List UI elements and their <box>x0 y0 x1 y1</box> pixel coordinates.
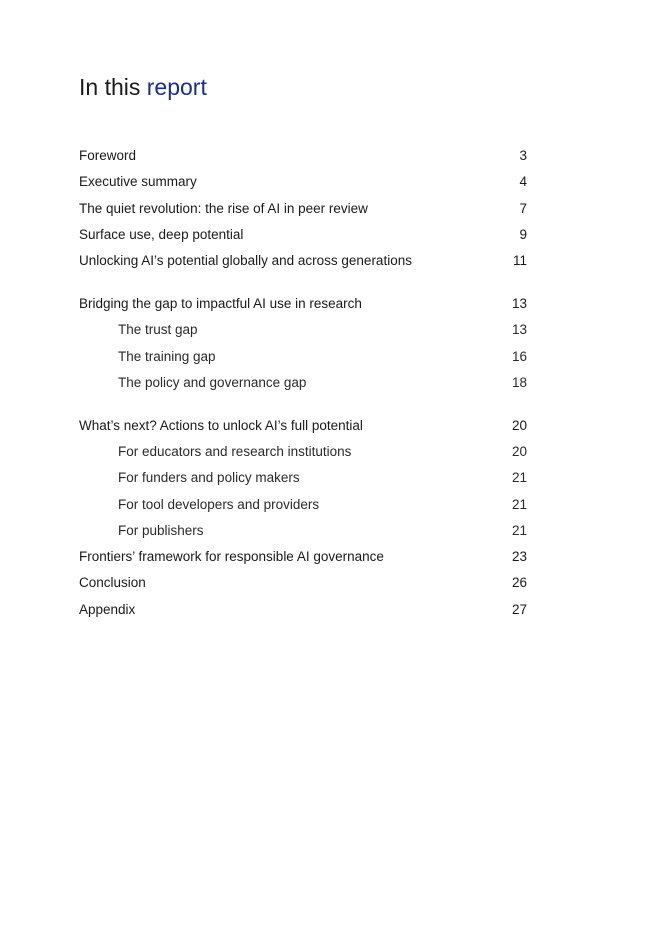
toc-entry-page: 9 <box>519 226 527 242</box>
toc-entry-label: Surface use, deep potential <box>79 226 244 242</box>
toc-entry-label: Bridging the gap to impactful AI use in research <box>79 295 362 311</box>
toc-entry-label: For funders and policy makers <box>118 470 300 486</box>
toc-entry-surface-use[interactable] <box>79 222 527 248</box>
toc-entry-appendix[interactable] <box>79 597 527 623</box>
toc-subentry-publishers[interactable] <box>79 518 527 544</box>
toc-entry-page: 4 <box>519 174 527 190</box>
toc-entry-page: 20 <box>511 443 527 459</box>
toc-entry-page: 3 <box>519 148 527 163</box>
toc-subentry-funders[interactable] <box>79 465 527 491</box>
table-of-contents <box>79 143 527 623</box>
toc-entry-page: 7 <box>519 200 527 216</box>
toc-entry-page: 21 <box>511 522 527 538</box>
toc-entry-label: The training gap <box>118 348 216 364</box>
toc-subentry-educators[interactable] <box>79 439 527 465</box>
toc-entry-label: What’s next? Actions to unlock AI’s full potential <box>79 417 363 433</box>
toc-entry-page: 21 <box>511 496 527 512</box>
toc-entry-label: Frontiers’ framework for responsible AI governance <box>79 549 384 565</box>
toc-entry-whats-next[interactable] <box>79 413 527 439</box>
toc-entry-label: Foreword <box>79 148 137 163</box>
toc-entry-label: For publishers <box>118 522 204 538</box>
page-title <box>79 71 207 103</box>
toc-entry-page: 26 <box>511 575 527 591</box>
toc-entry-page: 13 <box>511 322 527 338</box>
toc-subentry-tool-developers[interactable] <box>79 492 527 518</box>
toc-group-spacer <box>79 396 527 413</box>
toc-entry-label: The policy and governance gap <box>118 374 307 390</box>
toc-entry-page: 27 <box>511 601 527 617</box>
toc-entry-page: 13 <box>511 295 527 311</box>
toc-entry-conclusion[interactable] <box>79 570 527 596</box>
toc-group-spacer <box>79 274 527 291</box>
toc-entry-page: 23 <box>511 549 527 565</box>
toc-entry-page: 20 <box>511 417 527 433</box>
toc-entry-label: Executive summary <box>79 174 197 190</box>
page-title-prefix: In this <box>79 74 141 100</box>
toc-entry-label: For educators and research institutions <box>118 443 352 459</box>
toc-subentry-policy-gap[interactable] <box>79 370 527 396</box>
toc-entry-label: Unlocking AI’s potential globally and across generations <box>79 253 412 269</box>
toc-entry-label: For tool developers and providers <box>118 496 320 512</box>
toc-subentry-trust-gap[interactable] <box>79 317 527 343</box>
toc-entry-foreword[interactable] <box>79 143 527 169</box>
toc-entry-label: The trust gap <box>118 322 198 338</box>
toc-entry-frontiers-framework[interactable] <box>79 544 527 570</box>
toc-entry-bridging-the-gap[interactable] <box>79 291 527 317</box>
page-title-accent: report <box>146 74 207 100</box>
toc-entry-label: Appendix <box>79 601 136 617</box>
toc-entry-page: 16 <box>511 348 527 364</box>
toc-entry-unlocking-potential[interactable] <box>79 248 527 274</box>
toc-entry-page: 18 <box>511 374 527 390</box>
toc-entry-page: 21 <box>511 470 527 486</box>
toc-entry-executive-summary[interactable] <box>79 169 527 195</box>
toc-entry-quiet-revolution[interactable] <box>79 196 527 222</box>
toc-entry-label: The quiet revolution: the rise of AI in peer review <box>79 200 368 216</box>
toc-subentry-training-gap[interactable] <box>79 344 527 370</box>
toc-entry-label: Conclusion <box>79 575 146 591</box>
toc-entry-page: 11 <box>512 253 527 269</box>
